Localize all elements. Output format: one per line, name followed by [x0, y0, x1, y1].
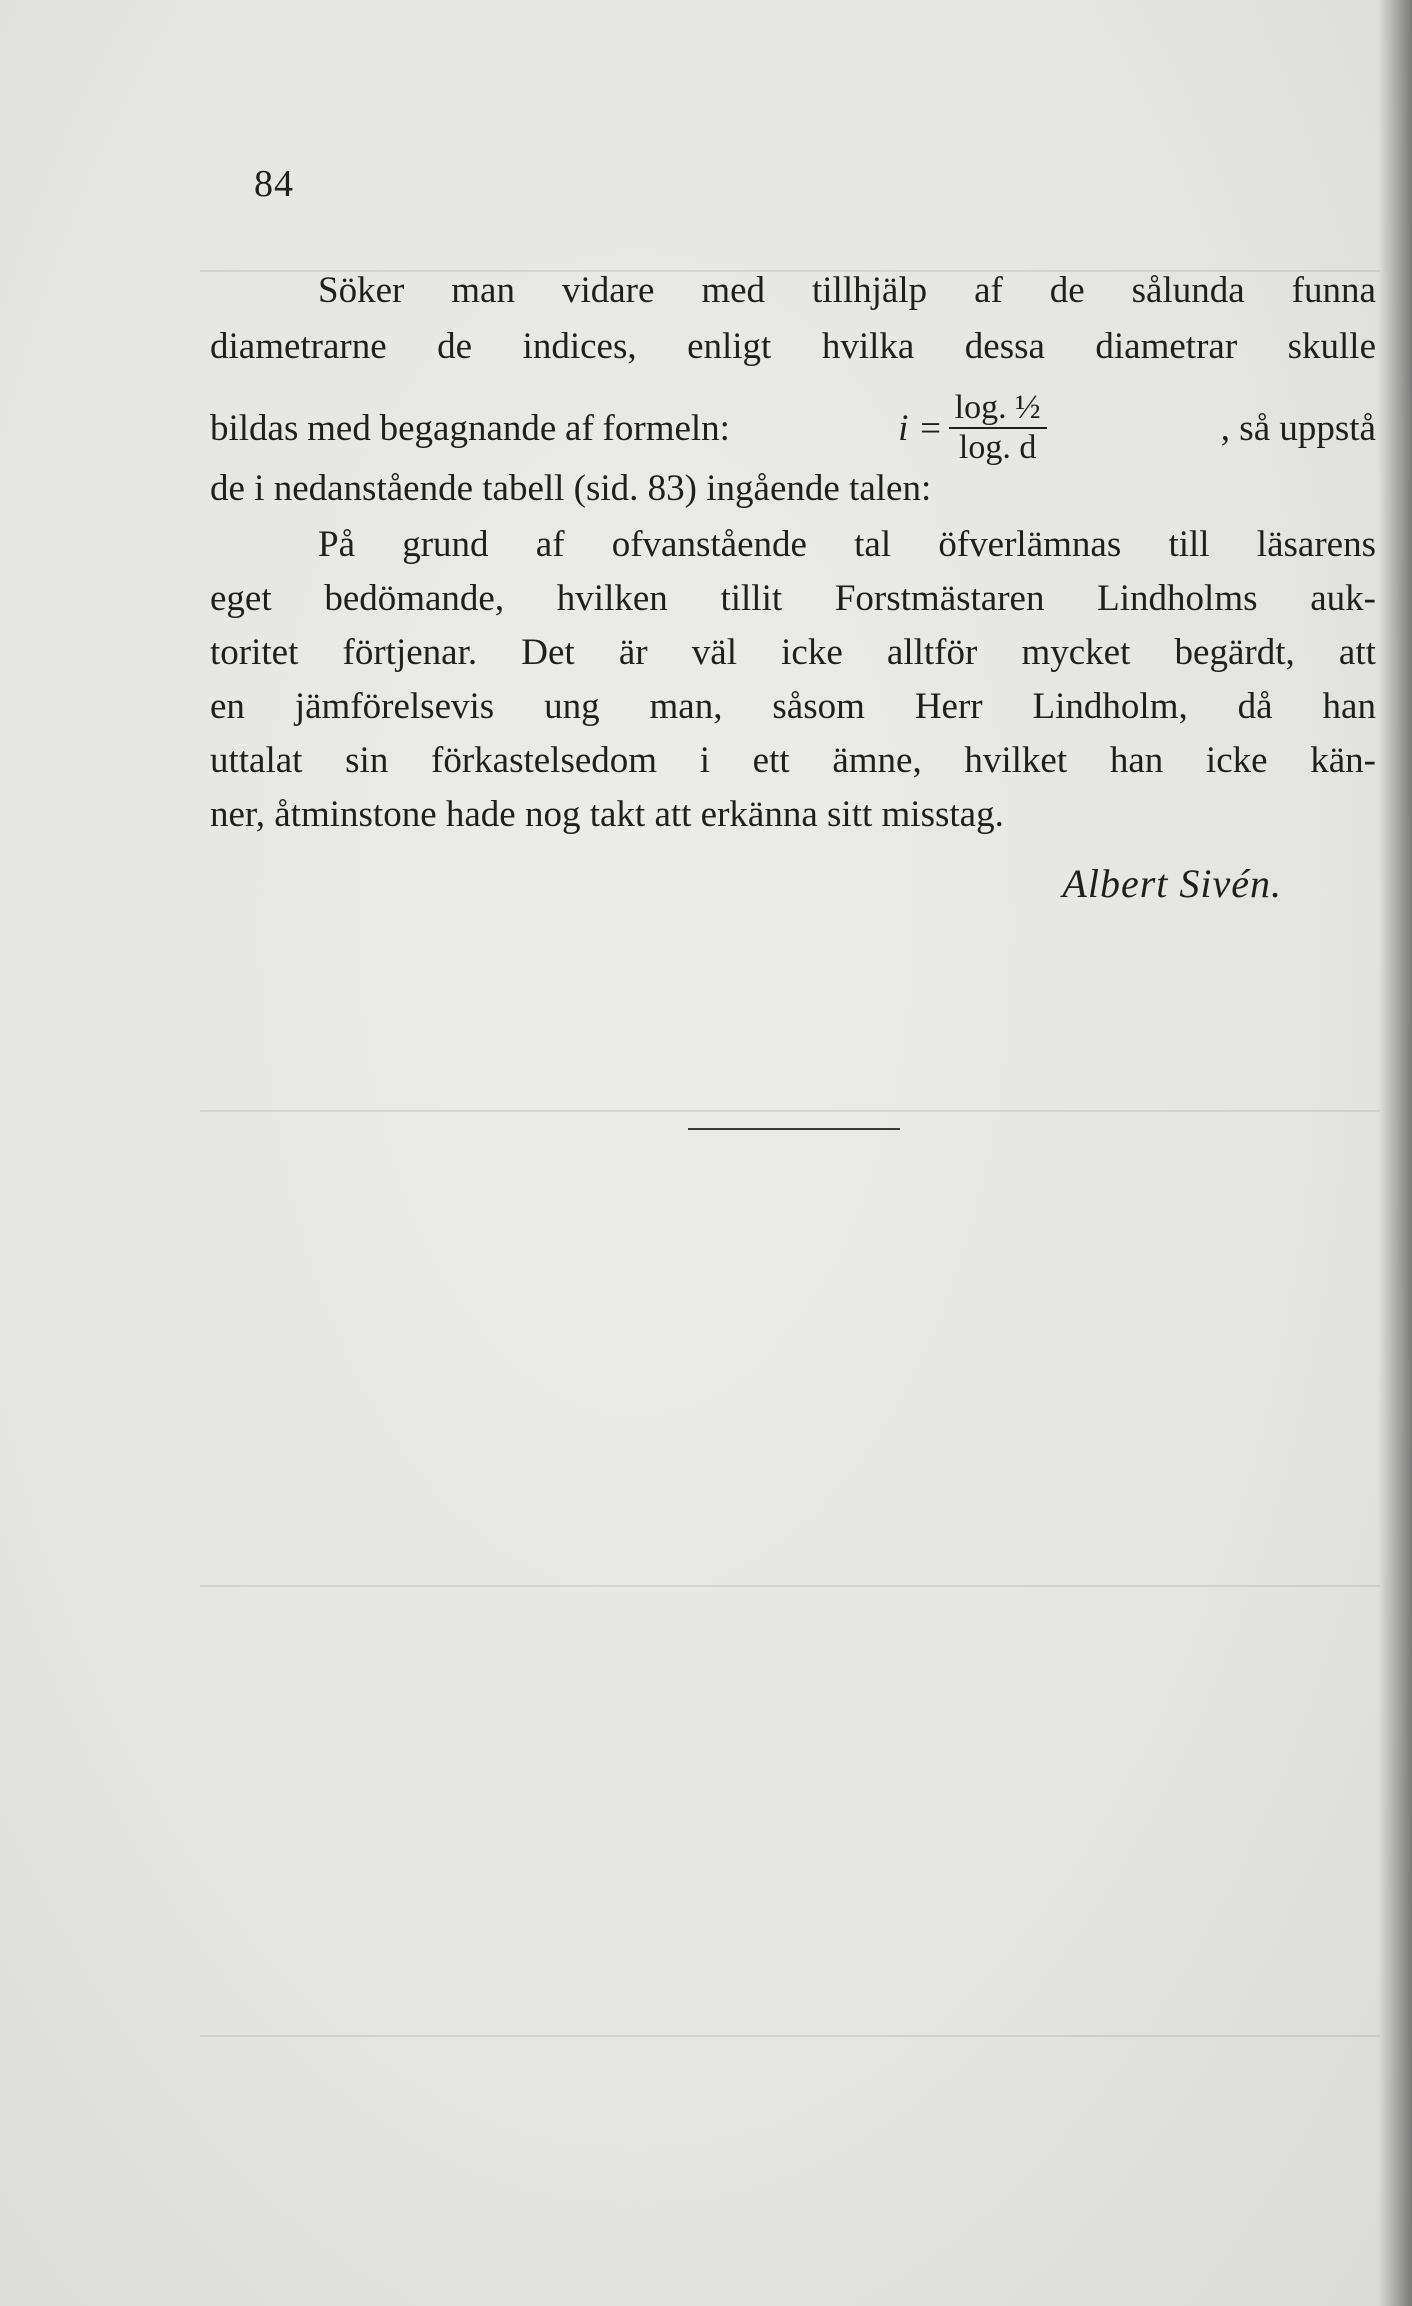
word: öfverlämnas — [938, 524, 1122, 565]
paragraph1-line1 — [318, 264, 1376, 318]
word: af — [565, 407, 594, 449]
word: jämförelsevis — [294, 686, 495, 727]
paragraph2-line1 — [318, 518, 1376, 572]
word: ämne, — [832, 740, 922, 781]
formula-fraction — [949, 389, 1047, 467]
word: begagnande — [379, 407, 557, 449]
word: bildas — [210, 407, 299, 449]
formula-numerator: log. ½ — [949, 389, 1047, 429]
paragraph1-line2 — [210, 320, 1376, 374]
word: funna — [1291, 270, 1376, 311]
word: diametrarne — [210, 326, 387, 367]
word: toritet — [210, 632, 299, 673]
word: dessa — [964, 326, 1045, 367]
word: väl — [691, 632, 737, 673]
word: man, — [649, 686, 723, 727]
word: eget — [210, 578, 272, 619]
word: såsom — [772, 686, 865, 727]
word: förkastelsedom — [431, 740, 658, 781]
word: sålunda — [1131, 270, 1245, 311]
word: tal — [854, 524, 892, 565]
word: bedömande, — [324, 578, 505, 619]
word: med — [307, 407, 371, 449]
word: Det — [521, 632, 575, 673]
word: ofvanstående — [611, 524, 807, 565]
paragraph2-line5 — [210, 734, 1376, 788]
word: är — [618, 632, 648, 673]
word: uttalat — [210, 740, 303, 781]
paragraph1-line4: de i nedanstående tabell (sid. 83) ingående talen: — [210, 468, 932, 509]
word: kän- — [1310, 740, 1376, 781]
page-number: 84 — [254, 163, 294, 205]
word: ung — [544, 686, 600, 727]
word: mycket — [1021, 632, 1131, 673]
bleed-through-line — [200, 1110, 1380, 1112]
word: af — [974, 270, 1003, 311]
word: hvilken — [556, 578, 668, 619]
word: af — [535, 524, 565, 565]
formula-denominator: log. d — [958, 429, 1037, 466]
word: Forstmästaren — [834, 578, 1045, 619]
word: han — [1322, 686, 1376, 727]
bleed-through-line — [200, 2035, 1380, 2037]
word: hvilka — [821, 326, 915, 367]
word: skulle — [1287, 326, 1376, 367]
formula — [898, 389, 1052, 467]
word: vidare — [561, 270, 655, 311]
formula-lhs: i = — [898, 407, 943, 449]
word: indices, — [522, 326, 637, 367]
word: icke — [781, 632, 843, 673]
word: icke — [1205, 740, 1268, 781]
paragraph2-line2 — [210, 572, 1376, 626]
word: hvilket — [964, 740, 1068, 781]
word: läsarens — [1256, 524, 1376, 565]
word: Lindholms — [1097, 578, 1258, 619]
word: alltför — [886, 632, 978, 673]
word: förtjenar. — [342, 632, 478, 673]
word: tillit — [720, 578, 783, 619]
word: en — [210, 686, 245, 727]
word: Lindholm, — [1032, 686, 1188, 727]
word: man — [451, 270, 515, 311]
word: begärdt, — [1174, 632, 1295, 673]
word: att — [1338, 632, 1376, 673]
word: han — [1109, 740, 1164, 781]
word: de — [437, 326, 473, 367]
word: På — [318, 524, 355, 565]
word: till — [1168, 524, 1210, 565]
word: diametrar — [1095, 326, 1238, 367]
formula-line — [210, 388, 1376, 468]
word: formeln: — [602, 407, 730, 449]
paragraph1-line3-pre — [210, 407, 730, 450]
word: Söker — [318, 270, 405, 311]
word: sin — [345, 740, 389, 781]
paragraph2-line4 — [210, 680, 1376, 734]
word: auk- — [1310, 578, 1376, 619]
word: grund — [402, 524, 489, 565]
paragraph1-line3-post: , så uppstå — [1220, 407, 1376, 449]
word: i — [699, 740, 710, 781]
word: då — [1237, 686, 1273, 727]
page-binding-shadow — [1378, 0, 1412, 2306]
paragraph2-line6: ner, åtminstone hade nog takt att erkänna sitt misstag. — [210, 794, 1004, 835]
word: Herr — [914, 686, 983, 727]
word: de — [1049, 270, 1085, 311]
paragraph2-line3 — [210, 626, 1376, 680]
word: med — [701, 270, 766, 311]
bleed-through-line — [200, 1585, 1380, 1587]
word: ett — [752, 740, 790, 781]
signature: Albert Sivén. — [1062, 861, 1282, 906]
section-divider-rule — [688, 1128, 900, 1130]
word: enligt — [687, 326, 772, 367]
word: tillhjälp — [812, 270, 928, 311]
